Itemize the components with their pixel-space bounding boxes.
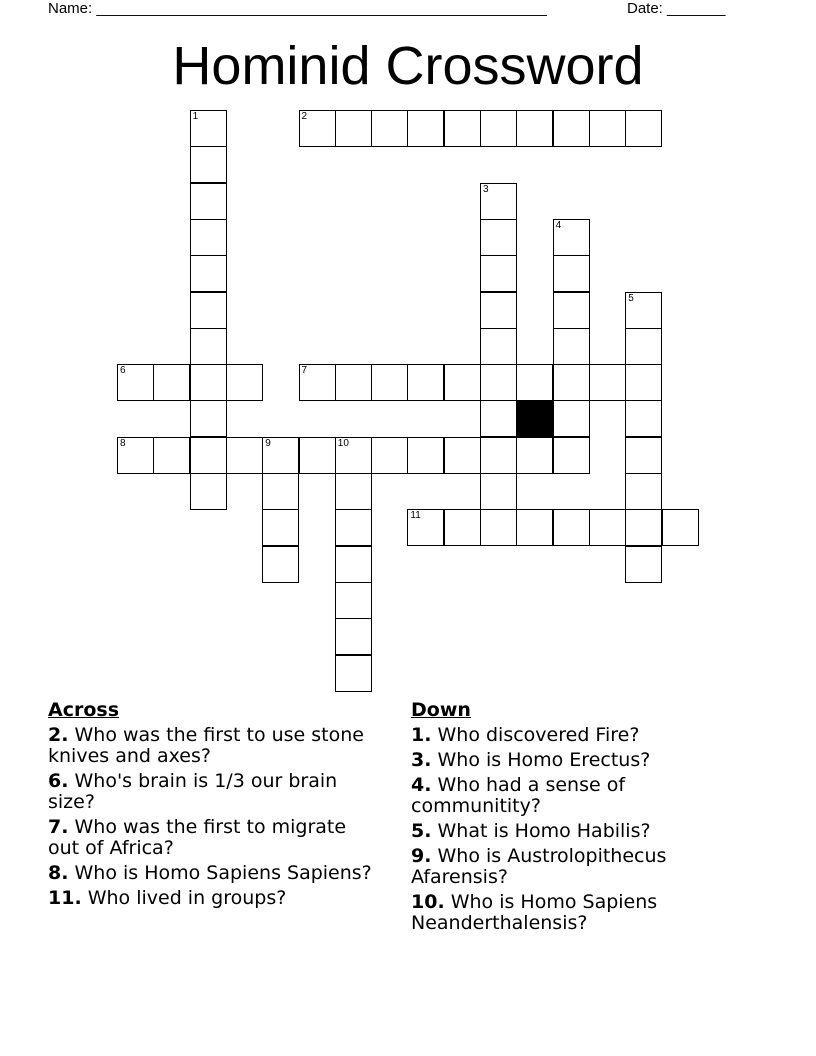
crossword-cell[interactable] (625, 546, 662, 583)
crossword-cell[interactable] (625, 364, 662, 401)
clue-number: 8. (48, 862, 69, 884)
crossword-cell[interactable] (589, 364, 626, 401)
clue-number: 5. (411, 820, 432, 842)
crossword-cell[interactable] (480, 364, 517, 401)
black-square (516, 400, 553, 437)
crossword-cell[interactable] (407, 110, 444, 147)
crossword-cell[interactable] (299, 437, 336, 474)
crossword-cell[interactable] (335, 546, 372, 583)
clue-across-2 (48, 725, 378, 767)
crossword-cell[interactable] (625, 400, 662, 437)
crossword-cell[interactable] (625, 473, 662, 510)
crossword-cell[interactable] (407, 364, 444, 401)
crossword-cell[interactable] (625, 292, 662, 329)
crossword-cell[interactable] (371, 437, 408, 474)
crossword-cell[interactable] (153, 437, 190, 474)
crossword-cell[interactable] (117, 437, 154, 474)
name-label: Name: (48, 0, 93, 17)
clue-number: 10. (411, 891, 445, 913)
crossword-cell[interactable] (589, 509, 626, 546)
crossword-cell[interactable] (625, 509, 662, 546)
crossword-cell[interactable] (335, 473, 372, 510)
cell-number: 6 (120, 365, 126, 377)
clue-down-4 (411, 775, 741, 817)
crossword-cell[interactable] (190, 219, 227, 256)
date-blank: _______ (667, 0, 726, 17)
crossword-cell[interactable] (553, 437, 590, 474)
crossword-cell[interactable] (407, 437, 444, 474)
clue-across-7 (48, 817, 378, 859)
crossword-cell[interactable] (480, 473, 517, 510)
clue-number: 6. (48, 770, 69, 792)
clue-text: Who had a sense of communitity? (411, 774, 626, 817)
crossword-cell[interactable] (553, 110, 590, 147)
cell-number: 8 (120, 437, 126, 449)
crossword-cell[interactable] (226, 364, 263, 401)
cell-number: 4 (555, 219, 562, 231)
crossword-cell[interactable] (480, 219, 517, 256)
crossword-cell[interactable] (299, 110, 336, 147)
crossword-cell[interactable] (371, 364, 408, 401)
crossword-cell[interactable] (480, 400, 517, 437)
name-blank: ______________________________________________________ (96, 0, 547, 17)
clue-down-10 (411, 892, 741, 934)
cell-number: 9 (265, 437, 271, 449)
down-clues (411, 700, 741, 938)
crossword-cell[interactable] (262, 473, 299, 510)
crossword-cell[interactable] (516, 110, 553, 147)
crossword-cell[interactable] (190, 400, 227, 437)
clue-number: 11. (48, 887, 82, 909)
clue-down-5 (411, 821, 741, 842)
clue-number: 7. (48, 816, 69, 838)
crossword-cell[interactable] (190, 473, 227, 510)
crossword-cell[interactable] (553, 255, 590, 292)
crossword-cell[interactable] (480, 437, 517, 474)
crossword-cell[interactable] (190, 146, 227, 183)
cell-number: 2 (301, 111, 308, 122)
crossword-cell[interactable] (190, 292, 227, 329)
clue-text: Who was the first to use stone knives and axes? (48, 724, 364, 767)
crossword-cell[interactable] (480, 328, 517, 365)
down-heading: Down (411, 699, 471, 721)
clue-down-1 (411, 725, 741, 746)
crossword-cell[interactable] (335, 110, 372, 147)
date-label: Date: (627, 0, 663, 17)
crossword-cell[interactable] (335, 437, 372, 474)
crossword-cell[interactable] (444, 364, 481, 401)
clue-text: Who is Homo Sapiens Sapiens? (74, 862, 372, 884)
crossword-cell[interactable] (190, 364, 227, 401)
clue-number: 2. (48, 724, 69, 746)
page-title: Hominid Crossword (172, 36, 644, 96)
crossword-cell[interactable] (407, 509, 444, 546)
clue-text: Who is Homo Erectus? (437, 749, 651, 771)
crossword-cell[interactable] (190, 110, 227, 147)
crossword-cell[interactable] (625, 110, 662, 147)
crossword-cell[interactable] (190, 183, 227, 220)
crossword-cell[interactable] (299, 364, 336, 401)
crossword-cell[interactable] (553, 219, 590, 256)
cell-number: 1 (192, 111, 199, 122)
clue-number: 4. (411, 774, 432, 796)
crossword-cell[interactable] (153, 364, 190, 401)
clue-down-3 (411, 750, 741, 771)
crossword-cell[interactable] (262, 546, 299, 583)
clue-text: Who is Austrolopithecus Afarensis? (411, 845, 667, 888)
crossword-cell[interactable] (226, 437, 263, 474)
clue-number: 3. (411, 749, 432, 771)
clue-across-11 (48, 888, 378, 909)
crossword-cell[interactable] (335, 509, 372, 546)
crossword-cell[interactable] (553, 400, 590, 437)
crossword-cell[interactable] (553, 292, 590, 329)
cell-number: 5 (628, 292, 634, 304)
crossword-cell[interactable] (480, 509, 517, 546)
crossword-cell[interactable] (190, 437, 227, 474)
crossword-cell[interactable] (516, 509, 553, 546)
crossword-cell[interactable] (662, 509, 699, 546)
crossword-cell[interactable] (190, 328, 227, 365)
clue-text: What is Homo Habilis? (437, 820, 651, 842)
crossword-cell[interactable] (444, 437, 481, 474)
clue-text: Who was the first to migrate out of Africa? (48, 816, 347, 859)
crossword-cell[interactable] (335, 655, 372, 692)
crossword-cell[interactable] (480, 292, 517, 329)
crossword-cell[interactable] (480, 183, 517, 220)
crossword-cell[interactable] (553, 364, 590, 401)
crossword-cell[interactable] (335, 618, 372, 655)
crossword-cell[interactable] (190, 255, 227, 292)
clue-text: Who lived in groups? (87, 887, 287, 909)
clue-number: 1. (411, 724, 432, 746)
cell-number: 7 (301, 365, 308, 377)
clue-text: Who is Homo Sapiens Neanderthalensis? (411, 891, 658, 934)
crossword-cell[interactable] (625, 437, 662, 474)
cell-number: 10 (337, 437, 349, 449)
clue-down-9 (411, 846, 741, 888)
crossword-cell[interactable] (480, 255, 517, 292)
crossword-cell[interactable] (335, 582, 372, 619)
cell-number: 11 (410, 510, 421, 522)
clue-across-6 (48, 771, 378, 813)
crossword-cell[interactable] (553, 509, 590, 546)
clue-text: Who discovered Fire? (437, 724, 640, 746)
clue-number: 9. (411, 845, 432, 867)
across-heading: Across (48, 699, 120, 721)
clue-across-8 (48, 863, 378, 884)
crossword-cell[interactable] (371, 110, 408, 147)
crossword-cell[interactable] (516, 364, 553, 401)
cell-number: 3 (483, 183, 489, 195)
crossword-cell[interactable] (444, 509, 481, 546)
crossword-cell[interactable] (589, 110, 626, 147)
crossword-cell[interactable] (444, 110, 481, 147)
crossword-cell[interactable] (516, 437, 553, 474)
crossword-cell[interactable] (335, 364, 372, 401)
crossword-cell[interactable] (480, 110, 517, 147)
crossword-cell[interactable] (625, 328, 662, 365)
crossword-cell[interactable] (117, 364, 154, 401)
crossword-cell[interactable] (553, 328, 590, 365)
across-clues (48, 700, 378, 913)
crossword-cell[interactable] (262, 509, 299, 546)
crossword-cell[interactable] (262, 437, 299, 474)
clue-text: Who's brain is 1/3 our brain size? (48, 770, 338, 813)
